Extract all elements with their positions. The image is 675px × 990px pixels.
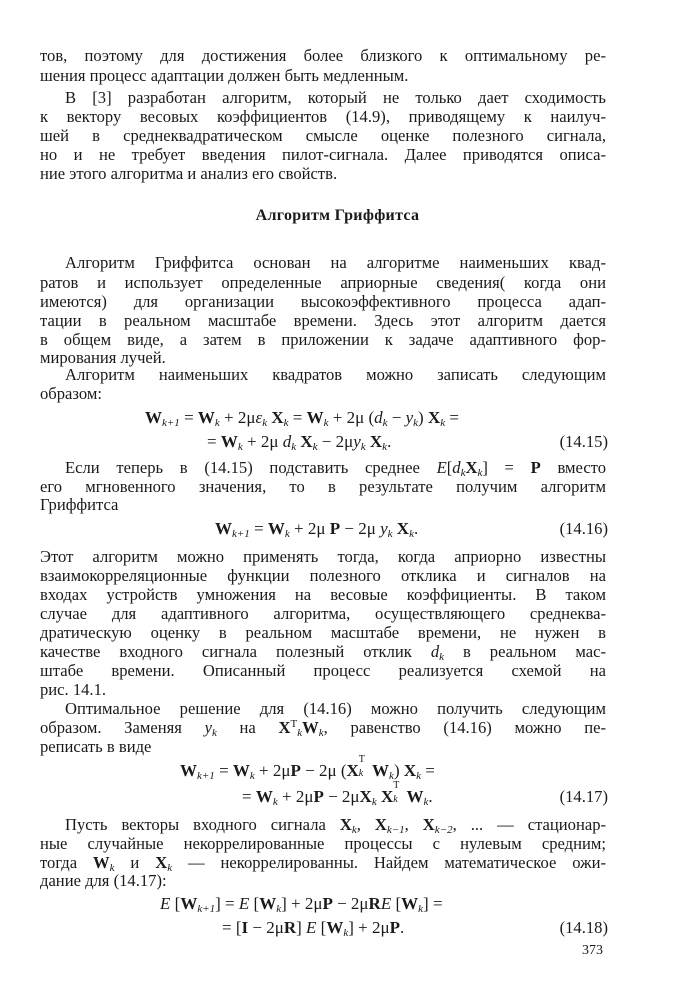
equation-14-18-line-1: E $[W_{k+1}] = E$ $[W_k] + 2\mu P - 2\mu RE$ $[W_k]$ = xyxy=(160,894,443,915)
text-segment: образом. Заменяя xyxy=(40,718,182,737)
text-line: но и не требует введения пилот-сигнала. Далее приводятся описа- xyxy=(40,145,606,164)
text-line: дание для (14.17): xyxy=(40,871,167,890)
text-line: В [3] разработан алгоритм, который не только дает сходимость xyxy=(65,88,606,107)
text-line: Оптимальное решение для (14.16) можно получить следующим xyxy=(65,699,606,718)
text-line: имеются) для организации высокоэффективного процесса адап- xyxy=(40,292,606,311)
text-line: входах устройств умножения на весовые коэффициенты. В таком xyxy=(40,585,606,604)
text-line: тации в реальном масштабе времени. Здесь этот алгоритм дается xyxy=(40,311,606,330)
equation-14-15-line-1: $W_{k+1} = W_k + 2\mu\varepsilon_k$ $X_k = W_k + 2\mu$ $(d_k - y_k) X_k$ = xyxy=(145,408,459,429)
text-segment: и xyxy=(130,853,140,872)
text-line: шей в среднеквадратическом смысле оценке полезного сигнала, xyxy=(40,126,606,145)
text-line: мирования лучей. xyxy=(40,348,166,367)
text-line: качестве входного сигнала полезный отклик $d_k$ в реальном мас- xyxy=(40,642,606,663)
text-segment: вместо xyxy=(557,458,607,477)
text-line: Алгоритм Гриффитса основан на алгоритме наименьших квад- xyxy=(65,253,606,272)
equation-number: (14.18) xyxy=(559,918,608,937)
text-line: Алгоритм наименьших квадратов можно записать следующим xyxy=(65,365,606,384)
text-segment: в реальном мас- xyxy=(462,642,606,661)
text-line: ные случайные некоррелированные процессы с нулевым средним; xyxy=(40,834,606,853)
text-line: образом: xyxy=(40,384,102,403)
text-segment: Пусть векторы входного сигнала xyxy=(65,815,326,834)
text-line: образом. Заменяя $y_k$ на $X^T_kW_k$, равенство (14.16) можно пе- xyxy=(40,718,606,739)
text-line: взаимокорреляционные функции полезного отклика и сигналов на xyxy=(40,566,606,585)
text-line: ние этого алгоритма и анализ его свойств. xyxy=(40,164,338,183)
text-line: ратов и использует определенные априорные сведения( когда они xyxy=(40,273,606,292)
text-line: Этот алгоритм можно применять тогда, когда априорно известны xyxy=(40,547,606,566)
text-segment: тогда xyxy=(40,853,78,872)
page-number: 373 xyxy=(582,943,603,958)
equation-14-18-line-2: = [I − 2μR] E $[W_k] + 2\mu P$. xyxy=(222,918,405,939)
equation-14-17-line-1: $W_{k+1} = W_k + 2\mu P - 2\mu$ (X T k $W_k$) $X_k$ = xyxy=(180,754,435,782)
text-segment: , равенство (14.16) можно пе- xyxy=(323,718,606,737)
text-segment: на xyxy=(239,718,256,737)
equation-14-17-line-2: = $W_k + 2\mu P - 2\mu X_k$ X T k $W_k$. xyxy=(242,780,433,808)
equation-14-16: $W_{k+1} = W_k + 2\mu$ P − 2μ $y_k$ $X_k$. xyxy=(215,519,419,540)
text-line: к вектору весовых коэффициентов (14.9), приводящему к наилуч- xyxy=(40,107,606,126)
text-line: его мгновенного значения, то в результате получим алгоритм xyxy=(40,477,606,496)
text-segment: качестве входного сигнала полезный отклик xyxy=(40,642,412,661)
text-line: тогда $W_k$ и $X_k$ — некоррелированны. Найдем математическое ожи- xyxy=(40,853,606,874)
text-line: Если теперь в (14.15) подставить среднее $E[d_kX_k] = P$ вместо xyxy=(65,458,607,479)
text-line: дратическую оценку в реальном масштабе времени, не нужен в xyxy=(40,623,606,642)
text-line: тов, поэтому для достижения более близкого к оптимальному ре- xyxy=(40,46,606,65)
equation-number: (14.15) xyxy=(559,432,608,451)
equation-14-15-line-2: = $W_k + 2\mu$ $d_k$ $X_k - 2\mu y_k$ $X_k$. xyxy=(207,432,392,453)
text-segment: — некоррелированны. Найдем математическое ожи- xyxy=(188,853,606,872)
text-line: в общем виде, а затем в приложении к задаче адаптивного фор- xyxy=(40,330,606,349)
equation-number: (14.17) xyxy=(559,787,608,806)
text-line: Гриффитса xyxy=(40,495,119,514)
text-line: штабе времени. Описанный процесс реализуется схемой на xyxy=(40,661,606,680)
section-heading: Алгоритм Гриффитса xyxy=(255,207,420,224)
equation-number: (14.16) xyxy=(559,519,608,538)
text-line: случае для адаптивного алгоритма, осуществляющего среднеква- xyxy=(40,604,606,623)
text-line: рис. 14.1. xyxy=(40,680,107,699)
text-segment: — стационар- xyxy=(497,815,607,834)
text-line: шения процесс адаптации должен быть медленным. xyxy=(40,66,409,85)
text-line: реписать в виде xyxy=(40,737,152,756)
text-segment: Если теперь в (14.15) подставить среднее xyxy=(65,458,420,477)
text-line: Пусть векторы входного сигнала $X_k$, $X_{k-1}$, $X_{k-2}$, ... — стационар- xyxy=(65,815,607,836)
